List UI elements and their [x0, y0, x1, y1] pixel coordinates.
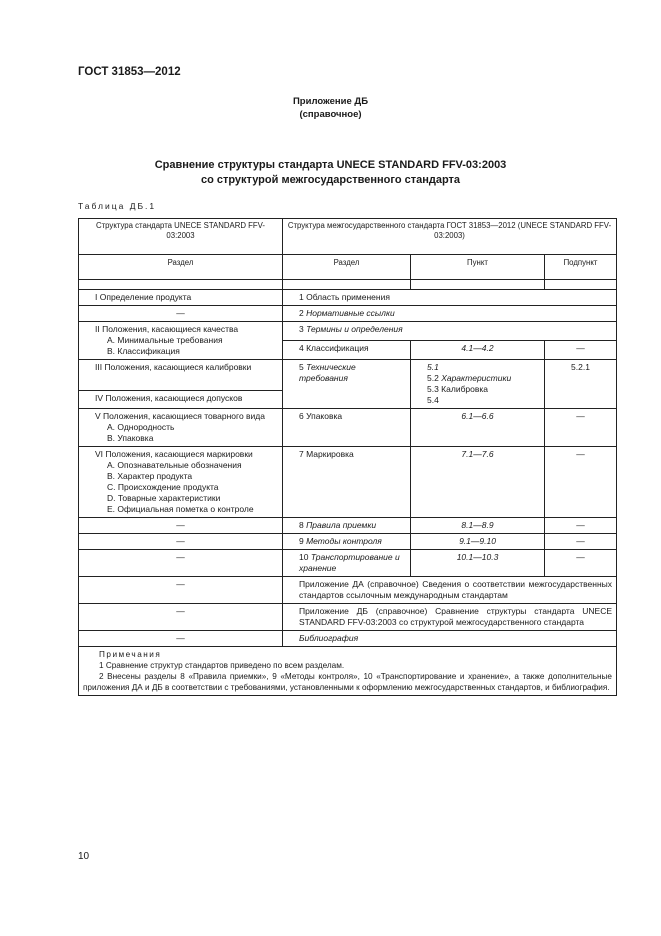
row8-subclause: — — [545, 518, 617, 534]
row5-clause-2: 5.2 Характеристики — [427, 373, 512, 383]
row5-clauses — [411, 360, 545, 409]
note-2: 2 Внесены разделы 8 «Правила приемки», 9 «Методы контроля», 10 «Транспортирование и хранение», а также дополнительные приложения ДА и ДБ в соответствии с требованиями, установленными к оформлению межгосударственных стандартов, и библиография. — [83, 672, 612, 692]
row3-left-line1: II Положения, касающиеся качества — [95, 324, 239, 334]
row12-text: Приложение ДБ (справочное) Сравнение структуры стандарта UNECE STANDARD FFV-03:2003 со структурой межгосударственного стандарта — [283, 604, 617, 631]
row6-subclause: — — [545, 409, 617, 447]
row6-left-line2: А. Однородность — [107, 422, 175, 432]
table-row — [79, 550, 617, 577]
annex-name: Приложение ДБ — [292, 96, 369, 107]
row5-subclause: 5.2.1 — [545, 360, 617, 409]
row11-left: — — [79, 577, 283, 604]
row7-left-line6: E. Официальная пометка о контроле — [107, 504, 254, 514]
table-row — [79, 360, 617, 391]
row7-left-line3: B. Характер продукта — [107, 471, 193, 481]
row9-section: 9 Методы контроля — [283, 534, 411, 550]
row8-left: — — [79, 518, 283, 534]
row7-section: 7 Маркировка — [283, 447, 411, 518]
col-right-header: Структура межгосударственного стандарта ГОСТ 31853—2012 (UNECE STANDARD FFV-03:2003) — [283, 219, 617, 255]
table-row — [79, 290, 617, 306]
row11-text: Приложение ДА (справочное) Сведения о соответствии межгосударственных стандартов ссылочным международным стандартам — [283, 577, 617, 604]
row8-clause: 8.1—8.9 — [411, 518, 545, 534]
row5-clause-4: 5.4 — [427, 395, 439, 405]
row5-clause-1: 5.1 — [427, 362, 439, 372]
subheader-clause: Пункт — [411, 255, 545, 280]
row8-section: 8 Правила приемки — [283, 518, 411, 534]
page-number: 10 — [78, 851, 90, 862]
row7-left — [79, 447, 283, 518]
row4-section: 4 Классификация — [283, 341, 411, 360]
row7-subclause: — — [545, 447, 617, 518]
table-row — [79, 518, 617, 534]
subheader-subclause: Подпункт — [545, 255, 617, 280]
row7-left-line4: C. Происхождение продукта — [107, 482, 219, 492]
row6-left — [79, 409, 283, 447]
row3-left-line2: А. Минимальные требования — [107, 335, 223, 345]
row10-section: 10 Транспортирование и хранение — [283, 550, 411, 577]
table-caption: Таблица ДБ.1 — [78, 201, 157, 211]
row3-left — [79, 322, 283, 360]
row12-left: — — [79, 604, 283, 631]
row10-clause: 10.1—10.3 — [411, 550, 545, 577]
row4-clause: 4.1—4.2 — [411, 341, 545, 360]
row10-subclause: — — [545, 550, 617, 577]
row3-section: 3 Термины и определения — [283, 322, 617, 341]
row7-left-line2: А. Опознавательные обозначения — [107, 460, 242, 470]
row1-section: 1 Область применения — [283, 290, 617, 306]
row7-left-line5: D. Товарные характеристики — [107, 493, 221, 503]
annex-title-line2: со структурой межгосударственного стандарта — [200, 174, 461, 186]
table-subheader-row — [79, 255, 617, 280]
row5-left: III Положения, касающиеся калибровки — [79, 360, 283, 391]
table-row — [79, 631, 617, 647]
annex-title-line1: Сравнение структуры стандарта UNECE STANDARD FFV-03:2003 — [154, 159, 507, 171]
table-row — [79, 534, 617, 550]
subheader-section-left: Раздел — [79, 255, 283, 280]
row2-left: — — [79, 306, 283, 322]
row4-subclause: — — [545, 341, 617, 360]
row6-section: 6 Упаковка — [283, 409, 411, 447]
table-row — [79, 306, 617, 322]
row6-clause: 6.1—6.6 — [411, 409, 545, 447]
row13-text: Библиография — [283, 631, 617, 647]
row6-left-line1: V Положения, касающиеся товарного вида — [95, 411, 265, 421]
table-notes-row — [79, 647, 617, 696]
annex-kind: (справочное) — [299, 109, 362, 120]
row6-left-line3: B. Упаковка — [107, 433, 154, 443]
row7-left-line1: VI Положения, касающиеся маркировки — [95, 449, 253, 459]
col-left-header: Структура стандарта UNECE STANDARD FFV-03:2003 — [79, 219, 283, 255]
table-header-row — [79, 219, 617, 255]
row5-clause-3: 5.3 Калибровка — [427, 384, 489, 394]
row1-left: I Определение продукта — [79, 290, 283, 306]
notes-heading: Примечания — [99, 650, 162, 659]
table-row — [79, 604, 617, 631]
document-header: ГОСТ 31853—2012 — [78, 66, 181, 78]
table-gap-row — [79, 280, 617, 290]
row9-clause: 9.1—9.10 — [411, 534, 545, 550]
row5b-left: IV Положения, касающиеся допусков — [79, 391, 283, 409]
table-row — [79, 409, 617, 447]
note-1: 1 Сравнение структур стандартов приведено по всем разделам. — [99, 661, 345, 670]
row7-clause: 7.1—7.6 — [411, 447, 545, 518]
row13-left: — — [79, 631, 283, 647]
table-row — [79, 322, 617, 341]
row9-subclause: — — [545, 534, 617, 550]
subheader-section-right: Раздел — [283, 255, 411, 280]
row9-left: — — [79, 534, 283, 550]
table-row — [79, 577, 617, 604]
structure-comparison-table — [78, 218, 617, 696]
row5-section: 5 Технические требования — [283, 360, 411, 409]
row2-section: 2 Нормативные ссылки — [283, 306, 617, 322]
row10-left: — — [79, 550, 283, 577]
table-row — [79, 447, 617, 518]
row3-left-line3: B. Классификация — [107, 346, 180, 356]
table-notes — [79, 647, 617, 696]
